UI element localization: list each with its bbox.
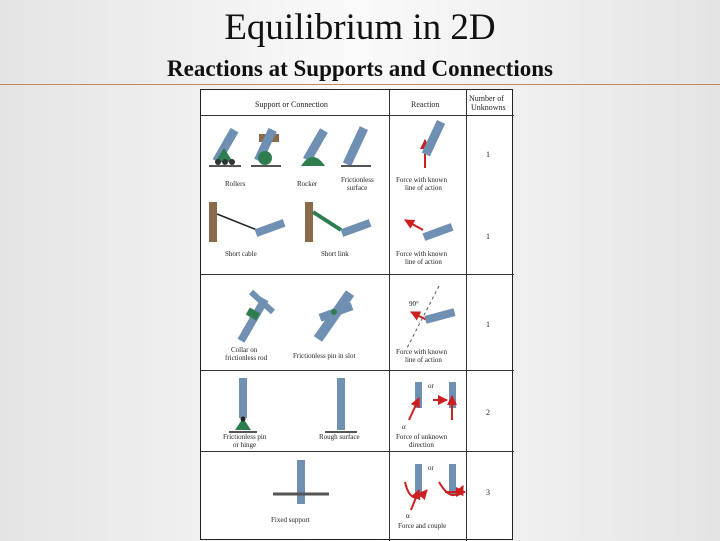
row5-reaction-line1: Force and couple — [398, 522, 447, 530]
row3-reaction-line1: Force with known — [396, 348, 447, 356]
row5-alpha-label: α — [406, 512, 410, 520]
row5-or-label: or — [428, 464, 434, 472]
row5-reaction-arrows — [405, 464, 465, 510]
header-support: Support or Connection — [255, 100, 328, 109]
header-reaction: Reaction — [411, 100, 440, 109]
support-diagrams — [201, 90, 512, 539]
row4-reaction-line1: Force of unknown — [396, 433, 448, 441]
rocker-diagram — [251, 128, 281, 166]
rough-surface-diagram — [325, 378, 357, 432]
row4-reaction-line2: direction — [409, 441, 434, 449]
row3-reaction-line2: line of action — [405, 356, 442, 364]
row2-reaction-line2: line of action — [405, 258, 442, 266]
row1-reaction-line2: line of action — [405, 184, 442, 192]
caption-short-cable: Short cable — [225, 250, 257, 258]
collar-diagram — [238, 292, 273, 343]
fixed-support-diagram — [273, 460, 329, 504]
row2-reaction-arrow — [405, 220, 453, 241]
header-unknowns-2: Unknowns — [471, 103, 506, 112]
title-rule — [0, 84, 720, 85]
caption-pin-hinge-1: Frictionless pin — [223, 433, 267, 441]
frictionless-surface-diagram — [341, 126, 371, 166]
rollers-diagram — [209, 128, 241, 166]
row4-or-label: or — [428, 382, 434, 390]
row2-unknowns: 1 — [486, 232, 490, 241]
row1-unknowns: 1 — [486, 150, 490, 159]
row1-reaction-arrow — [422, 120, 445, 168]
pin-in-slot-diagram — [314, 290, 354, 342]
short-cable-diagram — [209, 202, 285, 242]
caption-collar-2: frictionless rod — [225, 354, 268, 362]
slide-title: Equilibrium in 2D — [224, 7, 496, 48]
caption-surface: surface — [347, 184, 368, 192]
caption-short-link: Short link — [321, 250, 349, 258]
slide-subtitle: Reactions at Supports and Connections — [167, 56, 553, 81]
caption-rocker: Rocker — [297, 180, 318, 188]
caption-collar-1: Collar on — [231, 346, 258, 354]
caption-pin-hinge-2: or hinge — [233, 441, 257, 449]
rocker-diagram-2 — [301, 128, 328, 166]
header-unknowns-1: Number of — [469, 94, 504, 103]
caption-frictionless: Frictionless — [341, 176, 374, 184]
row4-unknowns: 2 — [486, 408, 490, 417]
caption-fixed-support: Fixed support — [271, 516, 310, 524]
angle-90-label: 90° — [409, 300, 419, 308]
row1-reaction-line1: Force with known — [396, 176, 447, 184]
row4-alpha-label: α — [402, 423, 406, 431]
caption-pin-in-slot: Frictionless pin in slot — [293, 352, 356, 360]
short-link-diagram — [305, 202, 371, 242]
row5-unknowns: 3 — [486, 488, 490, 497]
supports-reactions-table — [200, 89, 513, 540]
row3-unknowns: 1 — [486, 320, 490, 329]
caption-rough-surface: Rough surface — [319, 433, 360, 441]
row3-reaction-arrow — [407, 286, 456, 348]
pin-hinge-diagram — [229, 378, 257, 432]
row2-reaction-line1: Force with known — [396, 250, 447, 258]
caption-rollers: Rollers — [225, 180, 246, 188]
